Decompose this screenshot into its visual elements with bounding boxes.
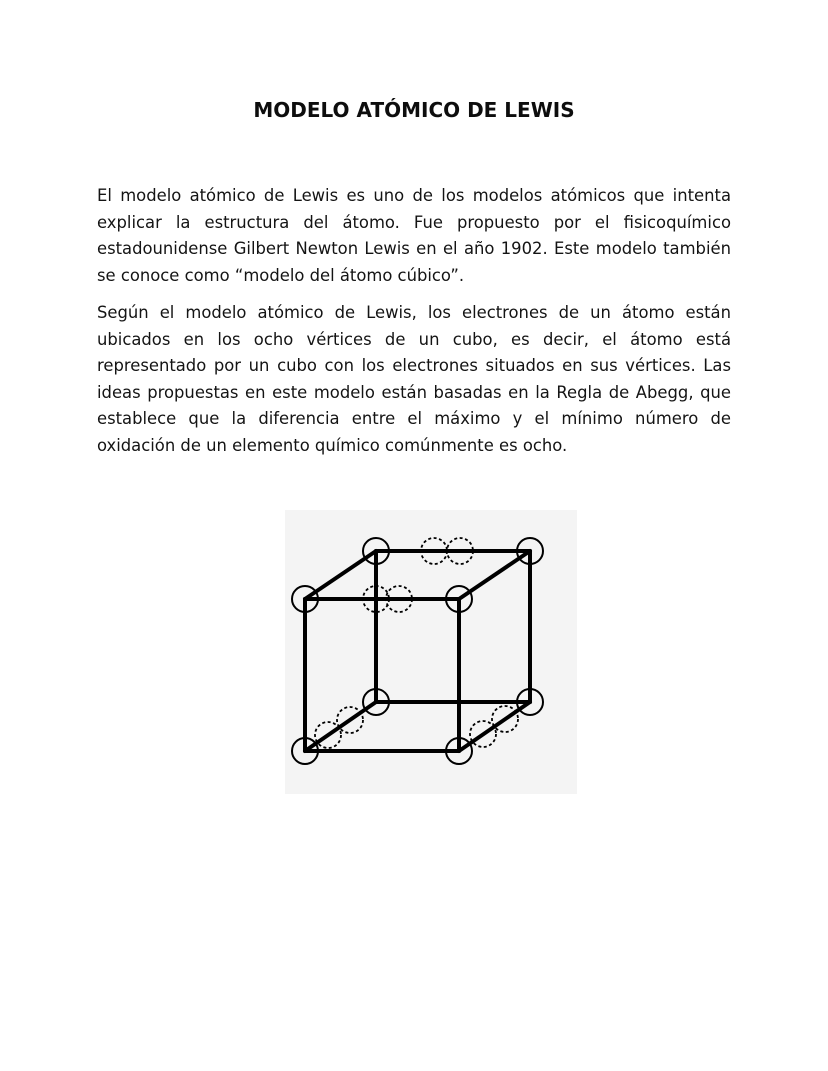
page-title: MODELO ATÓMICO DE LEWIS: [253, 98, 575, 122]
cubic-atom-figure: [285, 510, 577, 794]
paragraph-intro: El modelo atómico de Lewis es uno de los modelos atómicos que intenta explicar la estructura del átomo. Fue propuesto por el fisicoquímico estadounidense Gilbert Newton Lewis en el año 1902. Este modelo también se conoce como “modelo del átomo cúbico”.: [97, 186, 731, 285]
paragraph-description: Según el modelo atómico de Lewis, los electrones de un átomo están ubicados en los ocho vértices de un cubo, es decir, el átomo está representado por un cubo con los electrones situados en sus vértices. Las ideas propuestas en este modelo están basadas en la Regla de Abegg, que establece que la diferencia entre el máximo y el mínimo número de oxidación de un elemento químico comúnmente es ocho.: [97, 303, 731, 455]
lewis-cubic-atom-diagram-icon: [285, 510, 577, 794]
